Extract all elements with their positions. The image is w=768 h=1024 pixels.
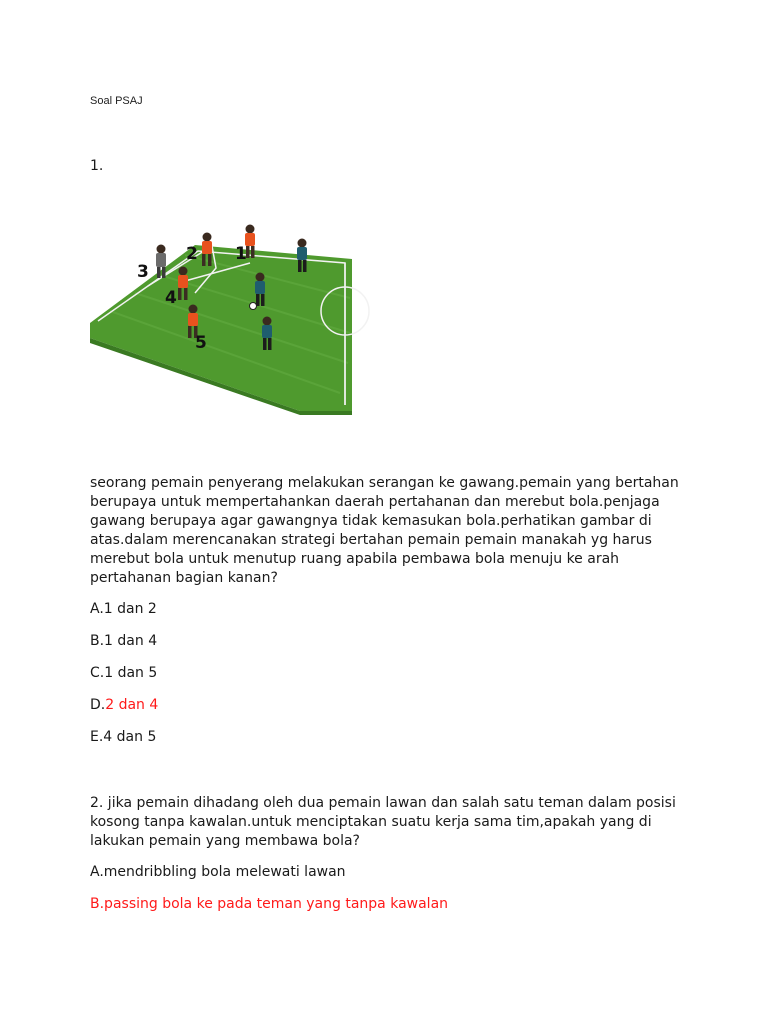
- question-1-option-e: E.4 dan 5: [90, 729, 157, 745]
- soccer-field-figure: [90, 193, 383, 455]
- player-label-1: 1: [235, 244, 247, 264]
- question-2-option-a: A.mendribbling bola melewati lawan: [90, 864, 346, 880]
- question-1-option-d: [90, 696, 158, 715]
- question-2-text: 2. jika pemain dihadang oleh dua pemain lawan dan salah satu teman dalam posisi kosong tanpa kawalan.untuk menciptakan suatu kerja sama tim,apakah yang di lakukan pemain yang membawa bola?: [90, 795, 676, 849]
- question-1-option-c: C.1 dan 5: [90, 665, 158, 681]
- player-label-2: 2: [186, 244, 198, 264]
- soccer-field-illustration-icon: [90, 193, 383, 455]
- player-label-5: 5: [195, 333, 207, 353]
- question-1-text: seorang pemain penyerang melakukan serangan ke gawang.pemain yang bertahan berupaya untuk mempertahankan daerah pertahanan dan merebut bola.penjaga gawang berupaya agar gawangnya tidak kemasukan bola.perhatikan gambar di atas.dalam merencanakan strategi bertahan pemain pemain manakah yg harus merebut bola untuk menutup ruang apabila pembawa bola menuju ke arah pertahanan bagian kanan?: [90, 475, 679, 586]
- player-label-4: 4: [165, 288, 177, 308]
- document-title: Soal PSAJ: [90, 95, 143, 107]
- question-2-option-b: B.passing bola ke pada teman yang tanpa kawalan: [90, 896, 449, 912]
- question-1-number: 1.: [90, 158, 104, 174]
- option-d-answer: 2 dan 4: [105, 697, 159, 713]
- question-1-option-a: A.1 dan 2: [90, 601, 157, 617]
- player-label-3: 3: [137, 262, 149, 282]
- option-d-prefix: D.: [90, 697, 106, 713]
- question-1-option-b: B.1 dan 4: [90, 633, 158, 649]
